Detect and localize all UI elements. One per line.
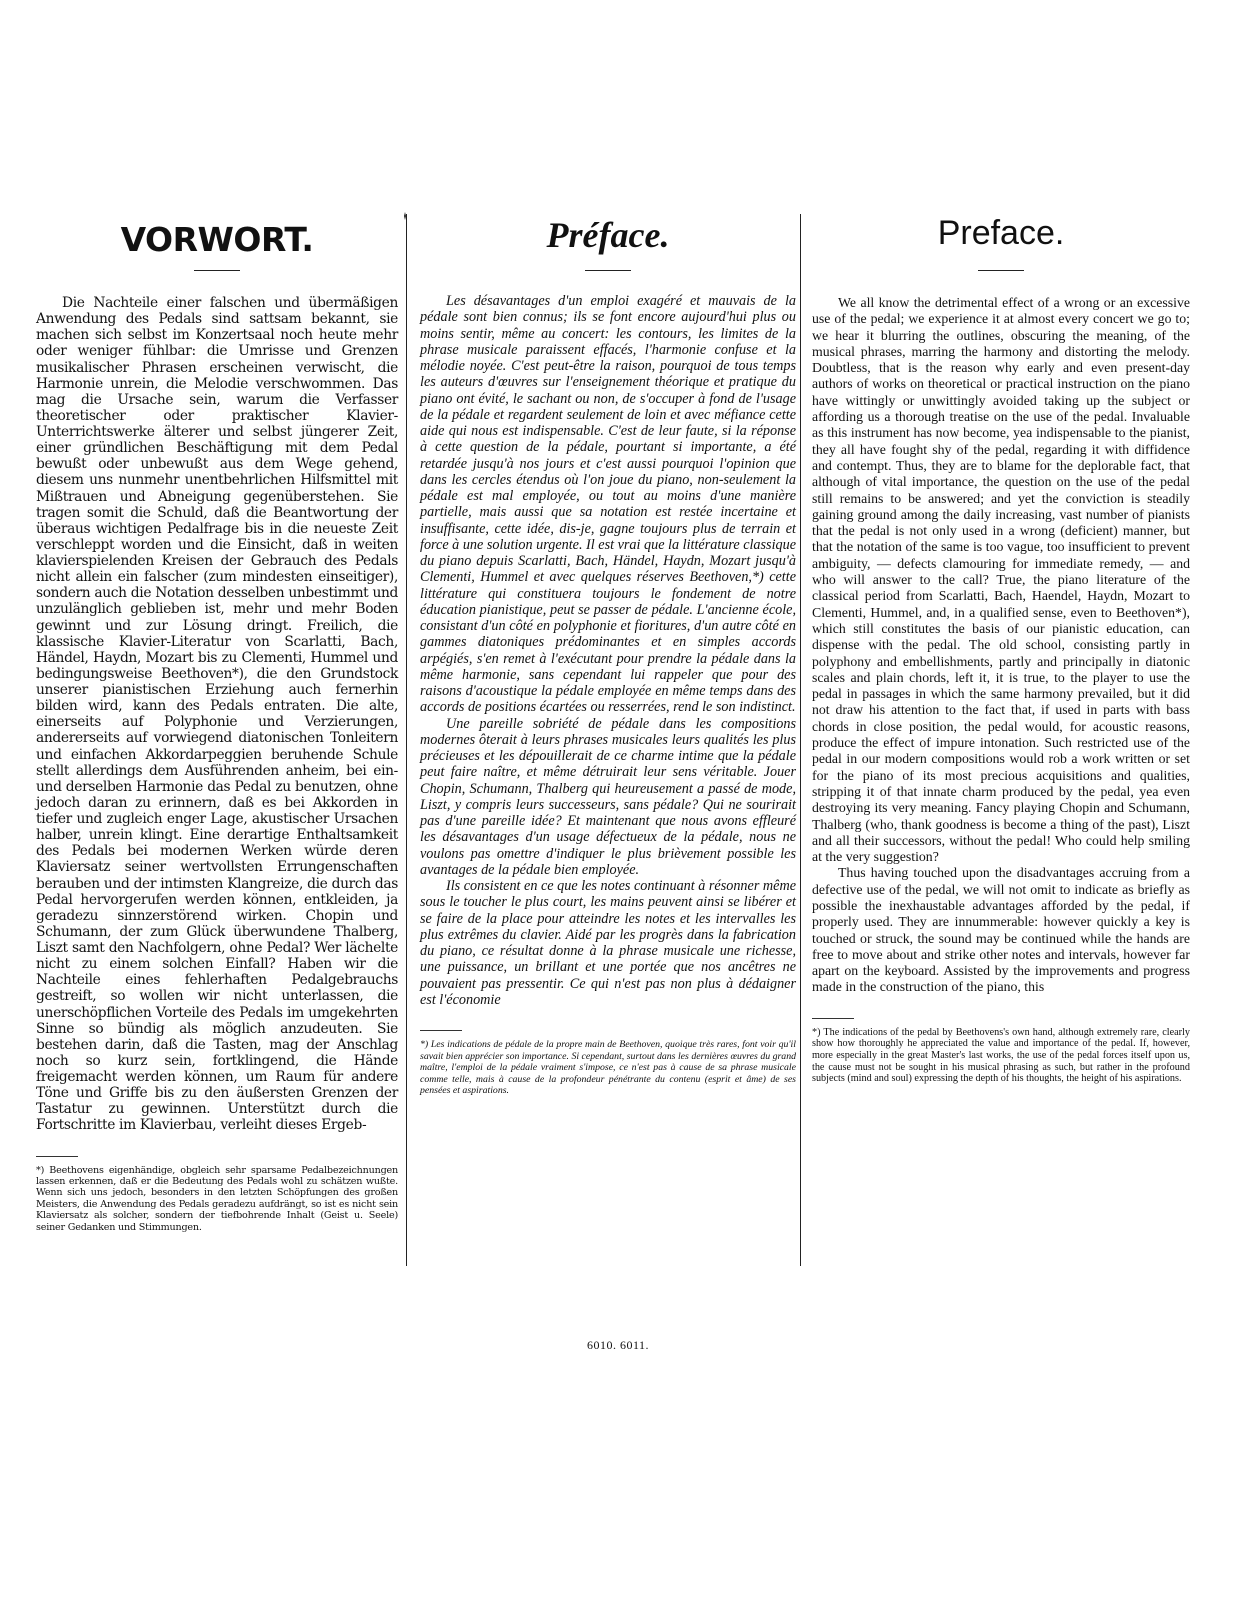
english-footnote: *) The indications of the pedal by Beethovens's own hand, although extremely rare, clearly show how thoroughly he appreciated the value and importance of the pedal. If, however, more especially in the great Master's last works, the use of the pedal forces itself upon us, the cause must not be sought in his musical phrasing as such, but rather in the profound subjects (mind and soul) expressing the depth of his thoughts, the height of his aspirations.: [812, 1026, 1190, 1085]
english-paragraph: We all know the detrimental effect of a wrong or an excessive use of the pedal; we experience it at almost every concert we go to; we hear it blurring the outlines, obscuring the meaning, of the musical phrases, marring the harmony and distorting the melody. Doubtless, that is the reason why early and even present-day authors of works on theoretical or practical instruction on the piano have wittingly or unwittingly avoided taking up the subject or affording us a thorough treatise on the use of the pedal. Invaluable as this instrument has now become, yea indispensable to the pianist, they all have fought shy of the pedal, regarding it with diffidence and contempt. Thus, they are to blame for the deplorable fact, that although of vital importance, the question on the use of the pedal still remains to be answered; and yet the conviction is steadily gaining ground among the daily increasing, vast number of pianists that the pedal is not only used in a wrong (deficient) manner, but that the notation of the same is too vague, too insufficient to prevent ambiguity, — defects clamouring for immediate remedy, — and who will answer to the call? True, the piano literature of the classical period from Scarlatti, Bach, Haendel, Haydn, Mozart to Clementi, Hummel, and, in a qualified sense, even to Beethoven*), which still constitutes the basis of our pianistic education, can dispense with the pedal. The old school, consisting partly in polyphony and embellishments, partly and principally in diatonic scales and plain chords, left it, it is true, to the player to use the pedal in passages in which the same harmony prevailed, but it did not draw his attention to the fact that, if used in parts with bass chords in close position, the pedal would, for acoustic reasons, produce the effect of impure intonation. Such restricted use of the pedal in our modern compositions would rob a work written or set for the piano of its most precious acquisitions and qualities, stripping it of that innate charm produced by the pedal, yea even destroying its very meaning. Fancy playing Chopin and Schumann, Thalberg (who, thank goodness is become a thing of the past), Liszt and all their successors, without the pedal! Who could help smiling at the very suggestion?: [812, 295, 1190, 865]
french-title: Préface.: [546, 215, 670, 255]
german-title: VORWORT.: [120, 220, 314, 259]
title-rule: [978, 270, 1024, 271]
french-body: [420, 293, 796, 1008]
french-column: [420, 210, 796, 1097]
english-body: [812, 295, 1190, 996]
column-divider: [406, 214, 407, 1266]
title-rule: [585, 270, 631, 271]
french-paragraph: Une pareille sobriété de pédale dans les compositions modernes ôterait à leurs phrases musicales leurs qualités les plus précieuses et les dépouillerait de ce charme intime que la pédale peut faire naître, et même détruirait leur sens véritable. Jouer Chopin, Schumann, Thalberg qui heureusement a passé de mode, Liszt, y compris leurs successeurs, sans pédale? Qui ne sourirait pas d'une pareille idée? Et maintenant que nous avons effleuré les désavantages d'un usage défectueux de la pédale, nous ne voulons pas omettre d'indiquer le plus brièvement possible les avantages de la pédale bien employée.: [420, 715, 796, 878]
german-footnote: *) Beethovens eigenhändige, obgleich sehr sparsame Pedalbezeichnungen lassen erkennen, daß er die Bedeutung des Pedals wohl zu schätzen wußte. Wenn sich uns jedoch, besonders in den letzten Schöpfungen des großen Meisters, die Anwendung des Pedals geradezu aufdrängt, so ist es nicht sein Klaviersatz als solcher, sondern der tiefbohrende Inhalt (Geist u. Seele) seiner Gedanken und Stimmungen.: [36, 1164, 398, 1233]
german-column: [36, 210, 398, 1233]
english-paragraph: Thus having touched upon the disadvantages accruing from a defective use of the pedal, we will not omit to indicate as briefly as possible the inexhaustable advantages afforded by the pedal, if properly used. They are innummerable: however quickly a key is touched or struck, the sound may be continued while the hands are free to move about and strike other notes and intervals, however far apart on the keyboard. Assisted by the improvements and progress made in the construction of the piano, this: [812, 865, 1190, 995]
german-body: [36, 295, 398, 1134]
page-number: 6010. 6011.: [586, 1338, 650, 1352]
french-footnote: *) Les indications de pédale de la propre main de Beethoven, quoique très rares, font voir qu'il savait bien apprécier son importance. Si cependant, surtout dans les dernières œuvres du grand maître, l'emploi de la pédale vraiment s'impose, ce n'est pas à cause de sa phrase musicale comme telle, mais à cause de la profondeur pénétrante du contenu (esprit et âme) de ses pensées et aspirations.: [420, 1039, 796, 1097]
footnote-rule: [36, 1156, 78, 1157]
column-divider: [800, 214, 801, 1266]
english-column: [812, 210, 1190, 1085]
french-paragraph: Les désavantages d'un emploi exagéré et mauvais de la pédale sont bien connus; ils se font encore aujourd'hui plus ou moins sentir, même au concert: les contours, les limites de la phrase musicale paraissent effacés, l'harmonie confuse et la mélodie noyée. C'est peut-être la raison, pourquoi de tous temps les auteurs d'œuvres sur l'enseignement théorique et pratique du piano ont évité, le sachant ou non, de s'occuper à fond de l'usage de la pédale et regardent seulement de loin et avec méfiance cette aide qui nous est indispensable. C'est de leur faute, si la réponse à cette question de la pédale, pourtant si importante, a été retardée jusqu'à nos jours et c'est aussi pourquoi l'opinion que dans les cercles étendus où l'on joue du piano, non-seulement la pédale est mal employée, ou tout au moins d'une manière partielle, mais aussi que sa notation est restée incertaine et insuffisante, cette idée, dis-je, gagne toujours plus de terrain et force à une solution urgente. Il est vrai que la littérature classique du piano depuis Scarlatti, Bach, Händel, Haydn, Mozart jusqu'à Clementi, Hummel et avec quelques réserves Beethoven,*) cette littérature qui constituera toujours le fondement de notre éducation pianistique, peut se passer de pédale. L'ancienne école, consistant d'un côté en polyphonie et fioritures, d'un autre côté en gammes diatoniques prédominantes et en simples accords arpégiés, s'en remet à l'exécutant pour prendre la pédale dans la même harmonie, sans cependant lui rappeler que pour des raisons d'acoustique la pédale employée en même temps dans des accords de positions écartées ou resserrées, rend le son indistinct.: [420, 293, 796, 716]
title-rule: [194, 270, 240, 271]
french-paragraph: Ils consistent en ce que les notes continuant à résonner même sous le toucher le plus court, les mains peuvent ainsi se libérer et se faire de la place pour atteindre les notes et les intervalles les plus extrêmes du clavier. Aidé par les progrès dans la fabrication du piano, ce résultat donne à la phrase musicale une richesse, une puissance, un brillant et une portée que nos ancêtres ne pouvaient pas pressentir. Ce qui n'est pas non plus à dédaigner est l'économie: [420, 878, 796, 1008]
english-title: Preface.: [937, 214, 1065, 252]
ink-mark-icon: [402, 212, 408, 220]
german-paragraph: Die Nachteile einer falschen und übermäßigen Anwendung des Pedals sind sattsam bekannt, sie machen sich selbst im Konzertsaal noch heute mehr oder weniger fühlbar: die Umrisse und Grenzen musikalischer Phrasen erscheinen verwischt, die Harmonie unrein, die Melodie verschwommen. Das mag die Ursache sein, warum die Verfasser theoretischer oder praktischer Klavier-Unterrichtswerke älterer und selbst jüngerer Zeit, einer gründlichen Beschäftigung mit dem Pedal bewußt oder unbewußt aus dem Wege gehend, diesem uns nunmehr unentbehrlichen Hilfsmittel mit Mißtrauen und Abneigung gegenüberstehen. Sie tragen somit die Schuld, daß die Beantwortung der überaus wichtigen Pedalfrage bis in die neueste Zeit verschleppt worden und die Einsicht, daß in weiten klavierspielenden Kreisen der Gebrauch des Pedals nicht allein ein falscher (zum mindesten einseitiger), sondern auch die Notation desselben unbestimmt und unzulänglich geblieben ist, mehr und mehr Boden gewinnt und zur Lösung dringt. Freilich, die klassische Klavier-Literatur von Scarlatti, Bach, Händel, Haydn, Mozart bis zu Clementi, Hummel und bedingungsweise Beethoven*), die den Grundstock unserer pianistischen Erziehung auch fernerhin bilden wird, kann des Pedals entraten. Die alte, einerseits auf Polyphonie und Verzierungen, andererseits auf vorwiegend diatonischen Tonleitern und einfachen Akkordarpeggien beruhende Schule stellt allerdings dem Ausführenden anheim, bei ein- und derselben Harmonie das Pedal zu benutzen, ohne jedoch daran zu erinnern, daß es bei Akkorden in tiefer und zugleich enger Lage, akustischer Ursachen halber, unrein klingt. Eine derartige Enthaltsamkeit des Pedals bei modernen Werken würde deren Klaviersatz seiner wertvollsten Errungenschaften berauben und der intimsten Klangreize, die durch das Pedal hervorgerufen werden können, entkleiden, ja geradezu sinnzerstörend wirken. Chopin und Schumann, der zum Glück überwundene Thalberg, Liszt samt den Nachfolgern, ohne Pedal? Wer lächelte nicht zu einem solchen Einfall? Haben wir die Nachteile eines fehlerhaften Pedalgebrauchs gestreift, so wollen wir nicht unterlassen, die unerschöpflichen Vorteile des Pedals im umgekehrten Sinne so bündig als möglich anzudeuten. Sie bestehen darin, daß die Tasten, mag der Anschlag noch so kurz sein, fortklingend, die Hände freigemacht werden können, um Raum für andere Töne und Griffe bis zu den äußersten Grenzen der Tastatur zu gewinnen. Unterstützt durch die Fortschritte im Klavierbau, verleiht dieses Ergeb-: [36, 295, 398, 1134]
footnote-rule: [420, 1030, 462, 1031]
footnote-rule: [812, 1018, 854, 1019]
